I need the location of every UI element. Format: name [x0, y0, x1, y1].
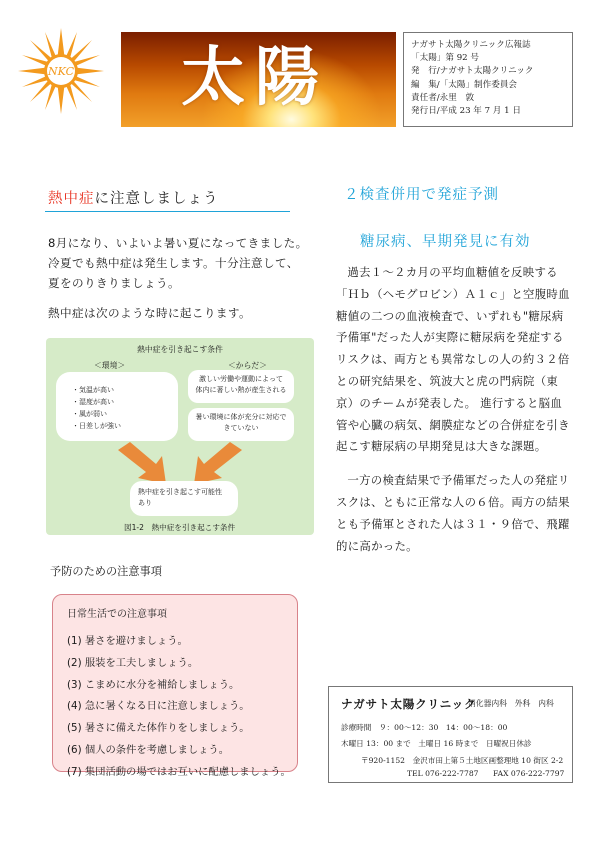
info-line: 発 行/ナガサト太陽クリニック: [411, 66, 534, 77]
heading-highlight: 熱中症: [48, 191, 95, 207]
heatstroke-conditions-figure: [46, 338, 314, 535]
result-line: あり: [138, 499, 152, 507]
environment-item: ・ 日差しが強い: [72, 420, 121, 432]
daily-tips-box: [52, 594, 298, 778]
figure-caption: 図1-2 熱中症を引き起こす条件: [124, 523, 236, 532]
tip-item: (6) 個人の条件を考慮しましょう。: [67, 743, 230, 756]
tip-item: (5) 暑さに備えた体作りをしましょう。: [67, 722, 250, 735]
body-condition-line: 体内に著しい熱が産生される: [195, 386, 287, 394]
diabetes-subheading: 糖尿病、早期発見に有効: [360, 234, 531, 250]
info-line: 発行日/平成 23 年 7 月 1 日: [411, 106, 521, 117]
article-paragraph: 過去１～２カ月の平均血糖値を反映する「Ｈｂ（ヘモグロビン）Ａ１ｃ」と空腹時血糖値の二つの血液検査で、いずれも"糖尿病予備軍"だった人が実際に糖尿病を発症するリスクは、両方とも異常なしの人の約３２倍との研究結果を、筑波大と虎の門病院（東京）のチームが発表した。 進行すると脳血管や心臓の病気、網膜症などの合併症を引き起こす糖尿病の早期発見は大きな課題。: [336, 265, 570, 454]
clinic-address: 〒920-1152 金沢市田上第５土地区画整理地 10 街区 2-2: [361, 756, 564, 765]
clinic-closed-days: 木曜日 13：00 まで 土曜日 16 時まで 日曜祝日休診: [341, 739, 532, 748]
info-line: 編 集/「太陽」制作委員会: [411, 79, 518, 90]
diabetes-heading: ２検査併用で発症予測: [344, 187, 499, 203]
tip-item: (7) 集団活動の場ではお互いに配慮しましょう。: [67, 765, 291, 778]
tip-item: (3) こまめに水分を補給しましょう。: [67, 678, 240, 691]
environment-item: ・ 湿度が高い: [72, 396, 121, 408]
tips-title: 日常生活での注意事項: [67, 609, 167, 620]
article-paragraph: 一方の検査結果で予備軍だった人の発症リスクは、ともに正常な人の６倍。両方の結果とも予備軍とされた人は３１・９倍で、飛躍的に高かった。: [336, 473, 570, 553]
intro-line: 夏をのりきりましょう。: [48, 276, 180, 290]
clinic-fax: FAX 076-222-7797: [493, 769, 565, 778]
info-line: ナガサト太陽クリニック広報誌: [411, 40, 531, 50]
info-line: 「太陽」第 92 号: [411, 53, 479, 64]
logo-text: NKC: [48, 65, 74, 78]
intro-line: 8月になり、いよいよ暑い夏になってきました。: [48, 236, 308, 250]
tips-list: [67, 631, 291, 784]
title-banner: [121, 32, 396, 127]
figure-title: 熱中症を引き起こす条件: [137, 345, 223, 354]
tip-item: (2) 服装を工夫しましょう。: [67, 656, 199, 669]
heatstroke-heading: [48, 187, 219, 208]
clinic-phone: TEL 076-222-7787: [407, 769, 479, 778]
intro-line: 冷夏でも熱中症は発生します。十分注意して、: [48, 256, 299, 270]
body-condition-line: きていない: [223, 424, 259, 432]
newsletter-title: 太陽: [181, 40, 329, 115]
prevention-heading: 予防のための注意事項: [50, 565, 162, 578]
heading-rest: に注意しましょう: [94, 191, 219, 207]
body-condition-line: 激しい労働や運動によって: [199, 375, 283, 383]
tip-item: (1) 暑さを避けましょう。: [67, 635, 188, 647]
arrow-down-right-icon: [118, 442, 166, 484]
article-body: [336, 262, 572, 557]
clinic-hours: 診療時間 ９：00～12：30 14：00～18：00: [341, 723, 508, 732]
result-box: [130, 481, 238, 516]
publication-info-box: [403, 32, 573, 127]
environment-item: ・ 気温が高い: [72, 384, 121, 396]
info-line: 責任者/永里 敦: [411, 92, 475, 103]
intro-lead: 熱中症は次のような時に起こります。: [48, 306, 251, 320]
environment-item: ・ 風が弱い: [72, 408, 121, 420]
result-line: 熱中症を引き起こす可能性: [138, 488, 222, 496]
clinic-info-box: [328, 686, 573, 783]
environment-label: ＜環境＞: [94, 361, 126, 370]
sun-logo-icon: [18, 28, 104, 114]
clinic-departments: 消化器内科 外科 内科: [468, 699, 554, 708]
clinic-name: ナガサト太陽クリニック: [341, 697, 477, 711]
tip-item: (4) 急に暑くなる日に注意しましょう。: [67, 700, 250, 713]
body-condition-line: 暑い環境に体が充分に対応で: [195, 413, 287, 421]
arrow-down-left-icon: [194, 442, 242, 484]
body-label: ＜からだ＞: [228, 361, 267, 370]
heading-underline: [45, 211, 290, 212]
